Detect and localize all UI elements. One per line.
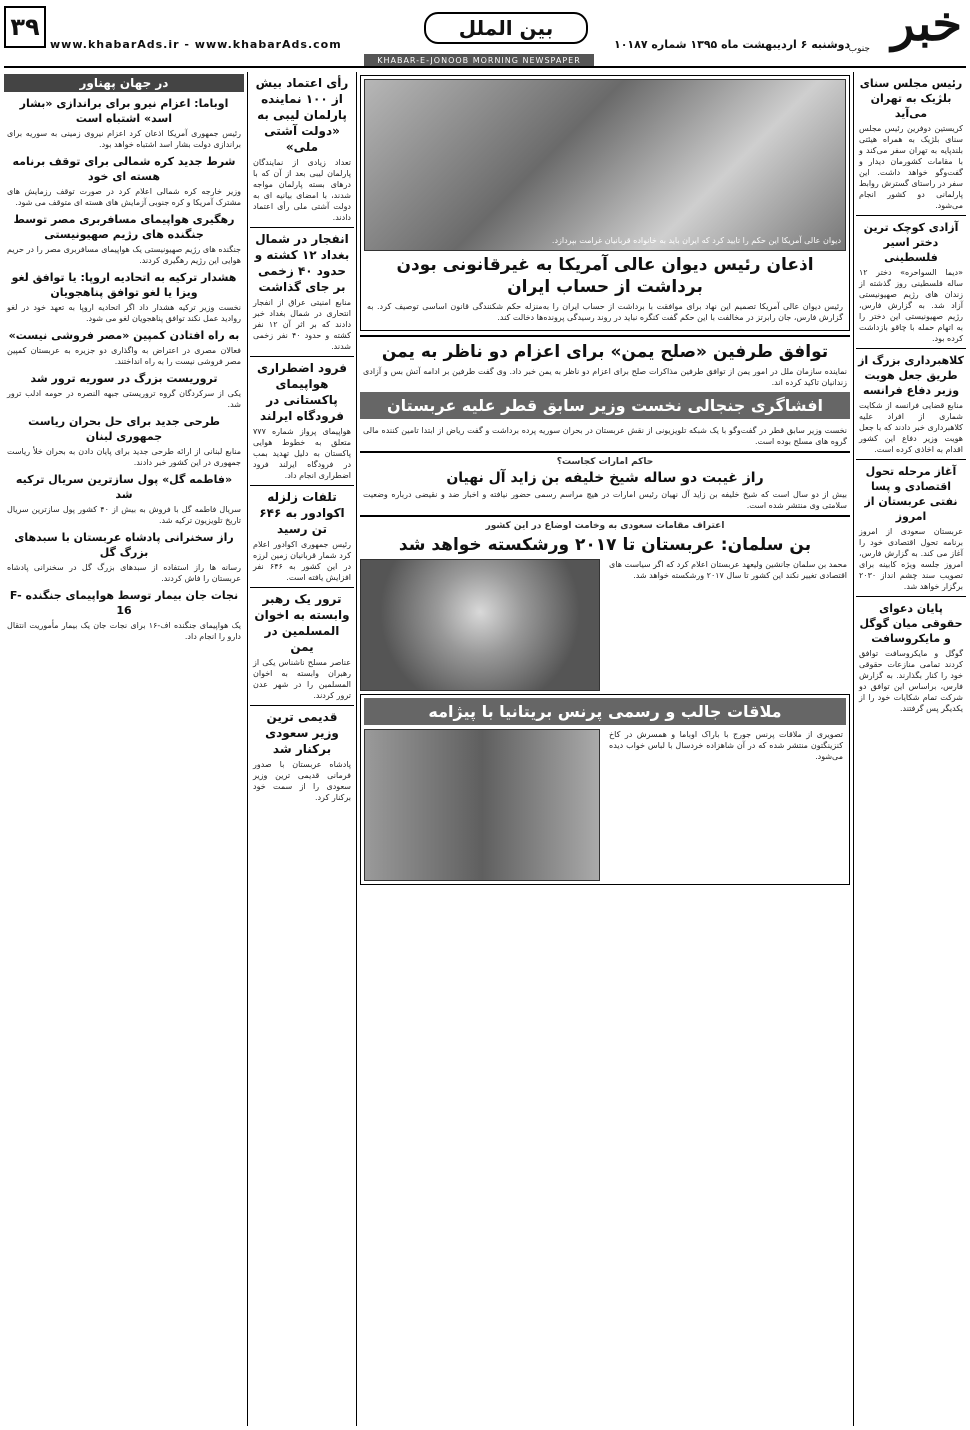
saudi-headline: بن سلمان: عربستان تا ۲۰۱۷ ورشکسته خواهد شد [398, 535, 812, 555]
divider [856, 348, 966, 349]
left-column [4, 72, 244, 1426]
photo-caption: دیوان عالی آمریکا این حکم را تایید کرد که ایران باید به خانواده قربانیان غرامت بپردازد. [551, 236, 841, 245]
article-body: منابع امنیتی عراق از انفجار انتحاری در شمال بغداد خبر دادند که بر اثر آن ۱۲ نفر کشته و حدود ۴۰ نفر زخمی شدند. [253, 298, 352, 351]
article-title: ترور یک رهبر وابسته به اخوان المسلمین در یمن [254, 592, 350, 654]
article-title: اوباما: اعزام نیرو برای براندازی «بشار اسد» اشتباه است [19, 97, 229, 125]
article-body: منابع قضایی فرانسه از شکایت شماری از افراد علیه کلاهبرداری خبر دادند که با جعل هویت وزیر دفاع این کشور اقدام به اخاذی کرده است. [859, 401, 963, 454]
article-title: تلفات زلزله اکوادور به ۶۴۶ تن رسید [259, 490, 345, 536]
article-body: فعالان مصری در اعتراض به واگذاری دو جزیره به عربستان کمپین مصر فروشی نیست را به راه انداختند. [7, 346, 241, 366]
article-title: رئیس مجلس سنای بلژیک به تهران می‌آید [859, 77, 963, 120]
article-body: منابع لبنانی از ارائه طرحی جدید برای پایان دادن به بحران خلأ ریاست جمهوری در این کشور خبر دادند. [7, 447, 241, 467]
left-middle-column [250, 72, 354, 1426]
lead-story [360, 75, 850, 331]
prince-photo [360, 559, 600, 691]
divider [360, 451, 850, 453]
article-title: «فاطمه گل» پول سازترین سریال ترکیه شد [15, 473, 233, 501]
article-body: رسانه ها راز استفاده از سبدهای بزرگ گل در سخنرانی پادشاه عربستان را فاش کردند. [7, 563, 241, 583]
article-body: «دیما السواحره» دختر ۱۲ ساله فلسطینی روز گذشته از زندان های رژیم صهیونیستی آزاد شد. به گزارش فارس، رژیم صهیونیستی این دختر را به اتهام حمله با چاقو بازداشت کرده بود. [859, 268, 963, 343]
article-title: راز سخنرانی پادشاه عربستان با سبدهای بزرگ گل [14, 531, 234, 559]
right-column [856, 72, 966, 1426]
article-title: آغاز مرحله تحول اقتصادی و پسا نفتی عربستان از امروز [864, 465, 958, 523]
column-divider [247, 72, 248, 1426]
royal-photo [364, 729, 600, 881]
newspaper-logo [846, 0, 966, 64]
article-title: انفجار در شمال بغداد ۱۲ کشته و حدود ۴۰ زخمی بر جای گذاشت [254, 232, 350, 294]
divider [250, 485, 354, 486]
royal-body: تصویری از ملاقات پرنس جورج با باراک اوباما و همسرش در کاخ کنزینگتون منتشر شده که در آن شاهزاده خردسال با لباس خواب دیده می‌شود. [609, 730, 843, 761]
divider [250, 227, 354, 228]
article [856, 601, 966, 714]
lead-headline: اذعان رئیس دیوان عالی آمریکا به غیرقانونی بودن برداشت از حساب ایران [396, 255, 814, 297]
saudi-body: محمد بن سلمان جانشین ولیعهد عربستان اعلام کرد که اگر سیاست های اقتصادی تغییر نکند این کشور تا سال ۲۰۱۷ ورشکسته خواهد شد. [609, 560, 847, 580]
saudi-story [360, 559, 850, 691]
article-body: عربستان سعودی از امروز برنامه تحول اقتصادی خود را آغاز می کند. به گزارش فارس، امروز جلسه ویژه کابینه برای تصویب سند چشم انداز ۲۰۳۰ برگزار خواهد شد. [859, 527, 963, 591]
article-body: رئیس جمهوری اکوادور اعلام کرد شمار قربانیان زمین لرزه در این کشور به ۶۴۶ نفر افزایش یافته است. [253, 540, 351, 582]
world-news-box-title: در جهان پهناور [4, 74, 244, 92]
article-title: آزادی کوچک ترین دختر اسیر فلسطینی [863, 221, 959, 264]
article-body: کریستین دوفرین رئیس مجلس سنای بلژیک به همراه هیئتی بلندپایه به تهران سفر می‌کند و با مقامات کشورمان دیدار و گفت‌وگو خواهد داشت. این سفر در راستای گسترش روابط پارلمانی دو کشور انجام می‌شود. [859, 124, 963, 210]
saudi-kicker: اعتراف مقامات سعودی به وخامت اوضاع در این کشور [485, 521, 725, 531]
article-body: گوگل و مایکروسافت توافق کردند تمامی منازعات حقوقی خود را کنار بگذارند. به گزارش فارس، براساس این توافق دو شرکت تمام شکایات خود را از یکدیگر پس گرفتند. [859, 649, 963, 713]
article [856, 353, 966, 455]
divider [360, 515, 850, 517]
divider [856, 596, 966, 597]
qatar-headline: افشاگری جنجالی نخست وزیر سابق قطر علیه عربستان [360, 392, 850, 419]
section-title: بین الملل [424, 12, 588, 44]
uae-body: بیش از دو سال است که شیخ خلیفه بن زاید آل نهیان رئیس امارات در هیچ مراسم رسمی حضور نیافته و اخبار ضد و نقیضی درباره وضعیت سلامتی وی منتشر شده است. [363, 490, 847, 510]
issue-date: دوشنبه ۶ اردیبهشت ماه ۱۳۹۵ شماره ۱۰۱۸۷ [614, 38, 851, 51]
royal-story [360, 694, 850, 885]
royal-headline: ملاقات جالب و رسمی پرنس بریتانیا با پیژامه [364, 698, 846, 725]
article [856, 76, 966, 211]
yemen-headline: توافق طرفین «صلح یمن» برای اعزام دو ناظر به یمن [381, 342, 829, 362]
lead-body: رئیس دیوان عالی آمریکا تصمیم این نهاد برای موافقت با برداشت از حساب ایران را به‌منزله حکم شکنندگی قانون اساسی توصیف کرد. به گزارش فارس، جان رابرتز در مخالفت با این حکم گفت کنگره نباید در روند رسیدگی پرونده‌ها دخالت کند. [367, 302, 843, 322]
article-title: قدیمی ترین وزیر سعودی برکنار شد [265, 710, 339, 756]
article-body: عناصر مسلح ناشناس یکی از رهبران وابسته به اخوان المسلمین را در شهر عدن ترور کردند. [253, 658, 351, 700]
article-title: شرط جدید کره شمالی برای توقف برنامه هسته ای خود [12, 155, 236, 183]
header-rule [4, 66, 966, 68]
article-body: پادشاه عربستان با صدور فرمانی قدیمی ترین وزیر سعودی را از سمت خود برکنار کرد. [253, 760, 351, 802]
uae-headline: راز غیبت دو ساله شیخ خلیفه بن زاید آل نهیان [446, 470, 764, 486]
logo-sub: جنوب [848, 44, 870, 54]
article-body: نخست وزیر ترکیه هشدار داد اگر اتحادیه اروپا به تعهد خود در لغو روادید عمل نکند توافق پناهجویان لغو می شود. [7, 303, 241, 323]
article-body: جنگنده های رژیم صهیونیستی یک هواپیمای مسافربری مصر را در حریم هوایی این رژیم رهگیری کردند. [7, 245, 241, 265]
article-title: طرحی جدید برای حل بحران ریاست جمهوری لبنان [28, 415, 220, 443]
article-title: نجات جان بیمار توسط هواپیمای جنگنده F-16 [9, 589, 239, 617]
money-photo [364, 79, 846, 251]
divider [250, 587, 354, 588]
article-title: فرود اضطراری هواپیمای پاکستانی در فرودگاه ایرلند [257, 361, 347, 423]
article-body: رئیس جمهوری آمریکا اذعان کرد اعزام نیروی زمینی به سوریه برای براندازی دولت بشار اسد اشتباه خواهد بود. [7, 129, 241, 149]
article-body: هواپیمای پرواز شماره ۷۷۷ متعلق به خطوط هوایی پاکستان به دلیل تهدید بمب در فرودگاه ایرلند فرود اضطراری انجام داد. [253, 427, 351, 480]
article-title: تروریست بزرگ در سوریه ترور شد [30, 372, 218, 385]
article [856, 220, 966, 344]
article-title: پایان دعوای حقوقی میان گوگل و مایکروسافت [859, 602, 963, 645]
divider [360, 335, 850, 337]
yemen-body: نماینده سازمان ملل در امور یمن از توافق طرفین مذاکرات صلح برای اعزام دو ناظر به یمن خبر داد. وی گفت طرفین بر ادامه آتش بس و آزادی زندانیان تاکید کرده اند. [363, 367, 847, 387]
logo-text: خبر [891, 0, 962, 52]
english-name-bar: KHABAR-E-JONOOB MORNING NEWSPAPER [364, 54, 594, 68]
article-title: رأی اعتماد بیش از ۱۰۰ نماینده پارلمان لیبی به «دولت آشتی ملی» [255, 76, 349, 154]
column-divider [853, 72, 854, 1426]
masthead [4, 0, 966, 70]
article-body: یکی از سرکردگان گروه تروریستی جبهه النصره در حومه ادلب ترور شد. [7, 389, 241, 409]
article-body: وزیر خارجه کره شمالی اعلام کرد در صورت توقف رزمایش های مشترک آمریکا و کره جنوبی آزمایش های هسته ای متوقف می شود. [7, 187, 241, 207]
divider [250, 356, 354, 357]
divider [856, 215, 966, 216]
article [856, 464, 966, 592]
article-body: تعداد زیادی از نمایندگان پارلمان لیبی بعد از آن که با درهای بسته پارلمان مواجه شدند، با امضای بیانیه ای به دولت آشتی ملی رأی اعتماد دادند. [253, 158, 351, 222]
uae-kicker: حاکم امارات کجاست؟ [556, 457, 654, 467]
royal-content [364, 729, 846, 881]
page-number: ۳۹ [4, 6, 46, 48]
article-title: رهگیری هواپیمای مسافربری مصر توسط جنگنده های رژیم صهیونیستی [13, 213, 235, 241]
divider [250, 705, 354, 706]
column-divider [356, 72, 357, 1426]
article-body: سریال فاطمه گل با فروش به بیش از ۴۰ کشور پول سازترین سریال تاریخ تلویزیون ترکیه شد. [7, 505, 242, 525]
article-body: یک هواپیمای جنگنده اف-۱۶ برای نجات جان یک بیمار مأموریت انتقال دارو را انجام داد. [7, 621, 241, 641]
article-title: به راه افتادن کمپین «مصر فروشی نیست» [8, 329, 240, 342]
article-title: هشدار ترکیه به اتحادیه اروپا: یا توافق لغو ویزا یا لغو توافق پناهجویان [11, 271, 237, 299]
divider [856, 459, 966, 460]
main-column [360, 72, 850, 1426]
site-url[interactable]: www.khabarAds.ir - www.khabarAds.com [50, 38, 342, 51]
article-title: کلاهبرداری بزرگ از طریق جعل هویت وزیر دفاع فرانسه [858, 354, 964, 397]
qatar-body: نخست وزیر سابق قطر در گفت‌وگو با یک شبکه تلویزیونی از نقش عربستان در بحران سوریه پرده برداشت و گفت ریاض از ابتدا تامین کننده مالی گروه های مسلح بوده است. [363, 426, 847, 446]
